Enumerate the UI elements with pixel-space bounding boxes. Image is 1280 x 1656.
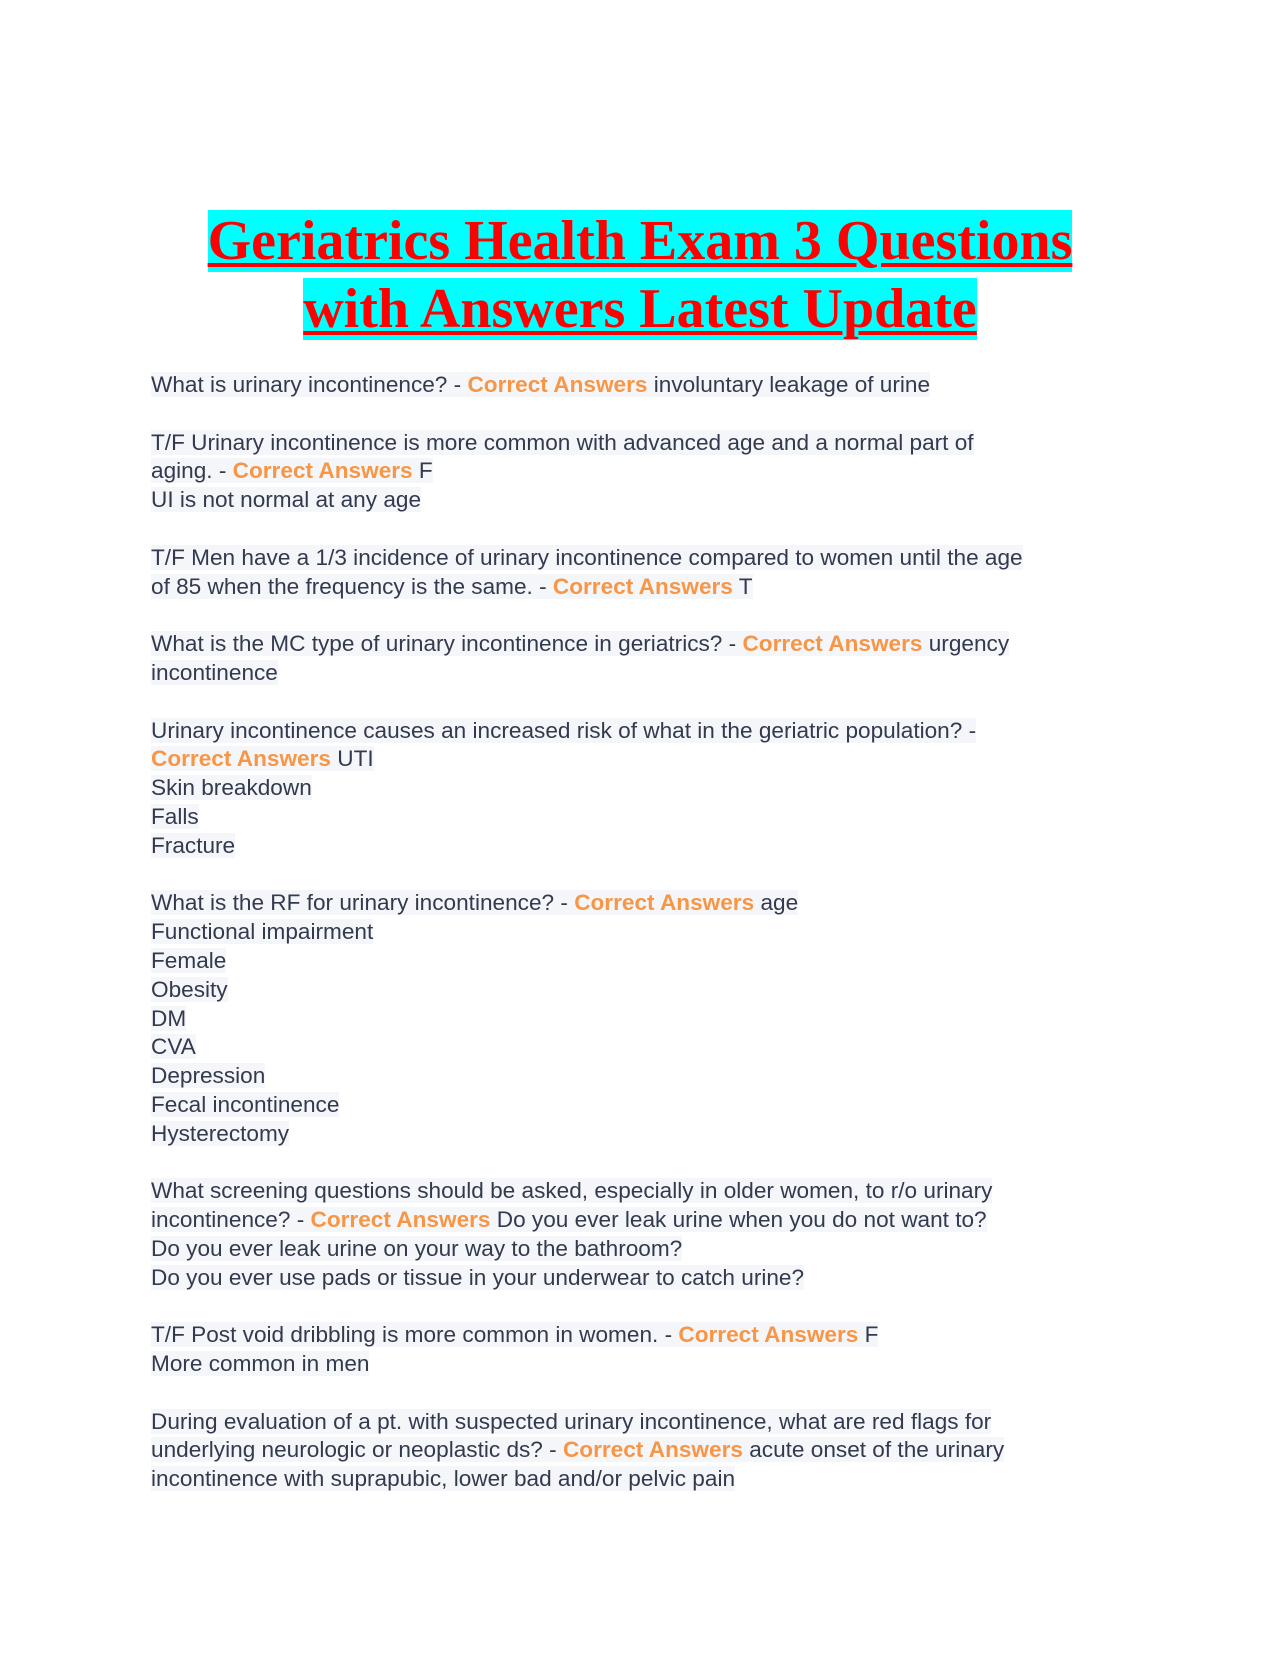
qa-line-text	[151, 372, 930, 397]
qa-line	[151, 803, 1151, 832]
answer-text: F	[858, 1322, 879, 1348]
qa-line	[151, 1436, 1151, 1465]
qa-line-text	[151, 919, 373, 944]
qa-item	[151, 889, 1151, 1148]
qa-line-text	[151, 1236, 682, 1261]
correct-answers-label: Correct Answers	[574, 890, 755, 916]
correct-answers-label: Correct Answers	[232, 458, 413, 484]
qa-line-text	[151, 948, 226, 973]
correct-answers-label: Correct Answers	[467, 372, 648, 397]
correct-answers-label: Correct Answers	[552, 573, 733, 599]
qa-item	[151, 371, 1151, 400]
qa-line-text	[151, 631, 1009, 656]
qa-line	[151, 1062, 1151, 1091]
qa-line	[151, 1206, 1151, 1235]
question-text: UI is not normal at any age	[151, 487, 422, 513]
qa-line-text	[151, 1207, 987, 1232]
answer-text: T	[732, 573, 753, 599]
correct-answers-label: Correct Answers	[742, 631, 923, 657]
qa-line	[151, 1005, 1151, 1034]
qa-line	[151, 371, 1151, 400]
qa-line	[151, 630, 1151, 659]
qa-line-text	[151, 487, 421, 512]
qa-item	[151, 1408, 1151, 1494]
answer-text: urgency	[922, 631, 1010, 657]
qa-line	[151, 573, 1151, 602]
qa-line-text	[151, 545, 1023, 570]
question-text: T/F Urinary incontinence is more common with advanced age and a normal part of	[151, 429, 974, 455]
qa-line-text	[151, 660, 278, 685]
title-line-2-text: with Answers Latest Update	[303, 277, 977, 340]
question-text: Depression	[151, 1063, 266, 1089]
answer-text: UTI	[330, 746, 374, 772]
question-text: Fracture	[151, 832, 236, 858]
qa-list	[151, 371, 1151, 1523]
qa-line-text	[151, 833, 235, 858]
qa-line-text	[151, 1092, 339, 1117]
qa-line-text	[151, 1322, 878, 1347]
qa-line-text	[151, 1466, 735, 1491]
qa-item	[151, 544, 1151, 602]
qa-line-text	[151, 804, 199, 829]
question-text: incontinence	[151, 659, 278, 685]
question-text: Obesity	[151, 976, 228, 1002]
question-text: Urinary incontinence causes an increased risk of what in the geriatric population? -	[151, 717, 977, 743]
qa-line	[151, 832, 1151, 861]
question-text: Falls	[151, 803, 199, 829]
answer-text: involuntary leakage of urine	[647, 372, 931, 397]
qa-item	[151, 717, 1151, 861]
question-text: underlying neurologic or neoplastic ds? -	[151, 1437, 563, 1463]
question-text: Hysterectomy	[151, 1120, 290, 1146]
qa-item	[151, 630, 1151, 688]
qa-line	[151, 486, 1151, 515]
question-text: of 85 when the frequency is the same. -	[151, 573, 553, 599]
question-text: Do you ever leak urine on your way to the bathroom?	[151, 1235, 683, 1261]
qa-line-text	[151, 1034, 196, 1059]
qa-line	[151, 429, 1151, 458]
correct-answers-label: Correct Answers	[310, 1207, 491, 1233]
qa-line-text	[151, 1351, 369, 1376]
qa-line-text	[151, 574, 753, 599]
qa-line	[151, 1033, 1151, 1062]
qa-line	[151, 1177, 1151, 1206]
question-text: CVA	[151, 1034, 196, 1060]
question-text: incontinence? -	[151, 1207, 311, 1233]
qa-line	[151, 745, 1151, 774]
question-text: Skin breakdown	[151, 775, 312, 801]
qa-line-text	[151, 458, 433, 483]
qa-line-text	[151, 890, 798, 915]
title-line-1-text: Geriatrics Health Exam 3 Questions	[207, 210, 1073, 272]
qa-line	[151, 1321, 1151, 1350]
qa-line-text	[151, 718, 976, 743]
title-line-1	[0, 208, 1280, 276]
answer-text: age	[754, 890, 799, 916]
question-text: What is the MC type of urinary incontinence in geriatrics? -	[151, 631, 743, 657]
correct-answers-label: Correct Answers	[151, 746, 331, 772]
qa-line	[151, 1408, 1151, 1437]
qa-line	[151, 976, 1151, 1005]
qa-line	[151, 1350, 1151, 1379]
title-line-2	[0, 276, 1280, 344]
qa-line	[151, 774, 1151, 803]
qa-item	[151, 1177, 1151, 1292]
qa-line	[151, 1235, 1151, 1264]
qa-line-text	[151, 775, 312, 800]
question-text: incontinence with suprapubic, lower bad and/or pelvic pain	[151, 1466, 736, 1492]
qa-line-text	[151, 1437, 1004, 1462]
question-text: What is the RF for urinary incontinence? -	[151, 890, 575, 916]
qa-line-text	[151, 1063, 265, 1088]
qa-line	[151, 889, 1151, 918]
qa-line	[151, 1465, 1151, 1494]
question-text: T/F Men have a 1/3 incidence of urinary incontinence compared to women until the age	[151, 544, 1023, 570]
qa-line-text	[151, 977, 228, 1002]
qa-line-text	[151, 1265, 804, 1290]
qa-line	[151, 717, 1151, 746]
qa-line	[151, 659, 1151, 688]
qa-line-text	[151, 1006, 186, 1031]
correct-answers-label: Correct Answers	[562, 1437, 743, 1463]
question-text: Fecal incontinence	[151, 1091, 340, 1117]
qa-line-text	[151, 746, 374, 771]
question-text: Female	[151, 947, 227, 973]
qa-line-text	[151, 430, 974, 455]
question-text: Functional impairment	[151, 919, 374, 945]
question-text: What screening questions should be asked, especially in older women, to r/o urinary	[151, 1178, 993, 1204]
qa-line-text	[151, 1121, 289, 1146]
question-text: DM	[151, 1005, 187, 1031]
qa-line	[151, 1264, 1151, 1293]
question-text: Do you ever use pads or tissue in your underwear to catch urine?	[151, 1264, 805, 1290]
qa-line	[151, 457, 1151, 486]
qa-item	[151, 429, 1151, 515]
question-text: More common in men	[151, 1351, 370, 1377]
qa-line	[151, 947, 1151, 976]
qa-line	[151, 918, 1151, 947]
qa-line-text	[151, 1409, 991, 1434]
answer-text: acute onset of the urinary	[742, 1437, 1005, 1463]
correct-answers-label: Correct Answers	[678, 1322, 859, 1348]
document-title	[0, 208, 1280, 343]
question-text: T/F Post void dribbling is more common in women. -	[151, 1322, 679, 1348]
qa-line	[151, 1120, 1151, 1149]
qa-item	[151, 1321, 1151, 1379]
question-text: What is urinary incontinence? -	[151, 372, 468, 397]
qa-line	[151, 544, 1151, 573]
answer-text: Do you ever leak urine when you do not want to?	[490, 1207, 987, 1233]
answer-text: F	[412, 458, 433, 484]
question-text: aging. -	[151, 458, 233, 484]
qa-line	[151, 1091, 1151, 1120]
question-text: During evaluation of a pt. with suspected urinary incontinence, what are red flags for	[151, 1408, 992, 1434]
qa-line-text	[151, 1178, 992, 1203]
